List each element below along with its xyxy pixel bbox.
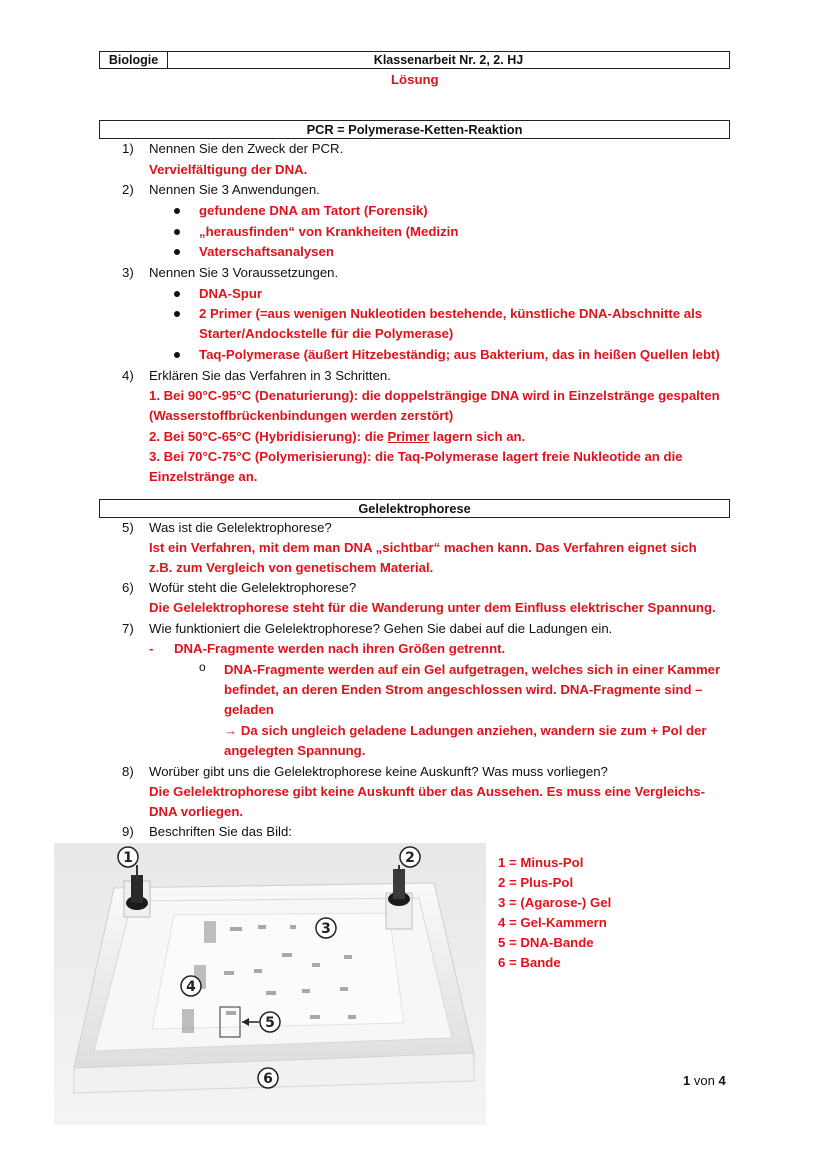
answer-4-step3-cont: Einzelstränge an.: [149, 469, 258, 484]
question-number: 7): [122, 621, 134, 636]
label-number: 2: [405, 850, 415, 866]
label-marker-4: [181, 976, 201, 996]
bullet-dot: [174, 229, 180, 235]
answer-3-item: 2 Primer (=aus wenigen Nukleotiden bestehende, künstliche DNA-Abschnitte als: [199, 306, 703, 321]
section-title-pcr: PCR = Polymerase-Ketten-Reaktion: [99, 120, 730, 139]
step2-text-end: lagern sich an.: [429, 429, 526, 444]
answer-6: Die Gelelektrophorese steht für die Wanderung unter dem Einfluss elektrischer Spannung.: [149, 600, 716, 615]
label-marker-6: [258, 1068, 278, 1088]
answer-3-item: Taq-Polymerase (äußert Hitzebeständig; aus Bakterium, das in heißen Quellen lebt): [199, 347, 720, 362]
gel-chamber-illustration: [54, 843, 486, 1125]
label-marker-2: [400, 847, 420, 867]
bullet-dot: [174, 291, 180, 297]
answer-2-item: „herausfinden“ von Krankheiten (Medizin: [199, 224, 459, 239]
answer-4-step2: [149, 429, 525, 444]
label-number: 4: [186, 979, 196, 995]
question-text: Worüber gibt uns die Gelelektrophorese keine Auskunft? Was muss vorliegen?: [149, 764, 608, 779]
question-9: [122, 824, 292, 839]
question-number: 8): [122, 764, 134, 779]
question-2: [122, 182, 320, 197]
answer-5: Ist ein Verfahren, mit dem man DNA „sichtbar“ machen kann. Das Verfahren eignet sich: [149, 540, 697, 555]
legend-item: 6 = Bande: [498, 955, 561, 970]
question-number: 3): [122, 265, 134, 280]
page-current: 1: [683, 1073, 691, 1088]
answer-7-arrow: → Da sich ungleich geladene Ladungen anziehen, wandern sie zum + Pol der: [224, 723, 707, 738]
answer-7-sub-cont: geladen: [224, 702, 274, 717]
bullet-dot: [174, 352, 180, 358]
bullet-dot: [174, 208, 180, 214]
step2-text: 2. Bei 50°C-65°C (Hybridisierung): die: [149, 429, 388, 444]
question-6: [122, 580, 356, 595]
question-text: Nennen Sie 3 Voraussetzungen.: [149, 265, 339, 280]
answer-3-item-cont: Starter/Andockstelle für die Polymerase): [199, 326, 454, 341]
question-text: Beschriften Sie das Bild:: [149, 824, 292, 839]
section-title-gel: Gelelektrophorese: [99, 499, 730, 518]
question-number: 2): [122, 182, 134, 197]
question-number: 1): [122, 141, 134, 156]
question-5: [122, 520, 332, 535]
question-4: [122, 368, 391, 383]
answer-2-item: gefundene DNA am Tatort (Forensik): [199, 203, 428, 218]
legend-item: 5 = DNA-Bande: [498, 935, 594, 950]
circle-marker: o: [199, 660, 206, 674]
answer-7-sub: DNA-Fragmente werden auf ein Gel aufgetragen, welches sich in einer Kammer: [224, 662, 721, 677]
question-number: 6): [122, 580, 134, 595]
label-number: 5: [265, 1015, 275, 1031]
bullet-dot: [174, 311, 180, 317]
step2-primer: Primer: [387, 429, 430, 444]
answer-5-cont: z.B. zum Vergleich von genetischem Material.: [149, 560, 434, 575]
question-text: Nennen Sie den Zweck der PCR.: [149, 141, 344, 156]
label-marker-1: [118, 847, 138, 867]
bullet-dot: [174, 249, 180, 255]
question-8: [122, 764, 608, 779]
gel-electrophoresis-figure: [54, 843, 486, 1125]
question-number: 9): [122, 824, 134, 839]
legend-item: 3 = (Agarose-) Gel: [498, 895, 612, 910]
label-number: 1: [123, 850, 133, 866]
well: [182, 1009, 194, 1033]
legend-item: 4 = Gel-Kammern: [498, 915, 607, 930]
question-text: Nennen Sie 3 Anwendungen.: [149, 182, 320, 197]
answer-4-step1: 1. Bei 90°C-95°C (Denaturierung): die doppelsträngige DNA wird in Einzelstränge gespalten: [149, 388, 720, 403]
legend-item: 2 = Plus-Pol: [498, 875, 574, 890]
answer-4-step1-cont: (Wasserstoffbrückenbindungen werden zerstört): [149, 408, 454, 423]
answer-8: Die Gelelektrophorese gibt keine Auskunft über das Aussehen. Es muss eine Vergleichs-: [149, 784, 706, 799]
answer-4-step3: 3. Bei 70°C-75°C (Polymerisierung): die Taq-Polymerase lagert freie Nukleotide an die: [149, 449, 683, 464]
legend-item: 1 = Minus-Pol: [498, 855, 584, 870]
answer-7-sub-cont: befindet, an deren Enden Strom angeschlossen wird. DNA-Fragmente sind –: [224, 682, 703, 697]
dash-marker: -: [149, 641, 154, 656]
question-text: Wofür steht die Gelelektrophorese?: [149, 580, 357, 595]
question-number: 4): [122, 368, 134, 383]
question-1: [122, 141, 343, 156]
answer-8-cont: DNA vorliegen.: [149, 804, 244, 819]
solution-label: Lösung: [391, 72, 439, 87]
question-text: Erklären Sie das Verfahren in 3 Schritten.: [149, 368, 391, 383]
well: [204, 921, 216, 943]
label-number: 3: [321, 921, 331, 937]
question-number: 5): [122, 520, 134, 535]
answer-1: Vervielfältigung der DNA.: [149, 162, 308, 177]
question-3: [122, 265, 338, 280]
answer-3-item: DNA-Spur: [199, 286, 263, 301]
page-number: [683, 1073, 726, 1088]
question-7: [122, 621, 612, 636]
question-text: Was ist die Gelelektrophorese?: [149, 520, 332, 535]
answer-7-arrow-cont: angelegten Spannung.: [224, 743, 366, 758]
label-marker-3: [316, 918, 336, 938]
label-number: 6: [263, 1071, 273, 1087]
page-of: von: [693, 1073, 715, 1088]
exam-title-cell: Klassenarbeit Nr. 2, 2. HJ: [167, 51, 730, 69]
answer-7-dash-item: DNA-Fragmente werden nach ihren Größen getrennt.: [174, 641, 506, 656]
subject-cell: Biologie: [99, 51, 168, 69]
answer-2-item: Vaterschaftsanalysen: [199, 244, 334, 259]
page-total: 4: [718, 1073, 726, 1088]
question-text: Wie funktioniert die Gelelektrophorese? Gehen Sie dabei auf die Ladungen ein.: [149, 621, 613, 636]
